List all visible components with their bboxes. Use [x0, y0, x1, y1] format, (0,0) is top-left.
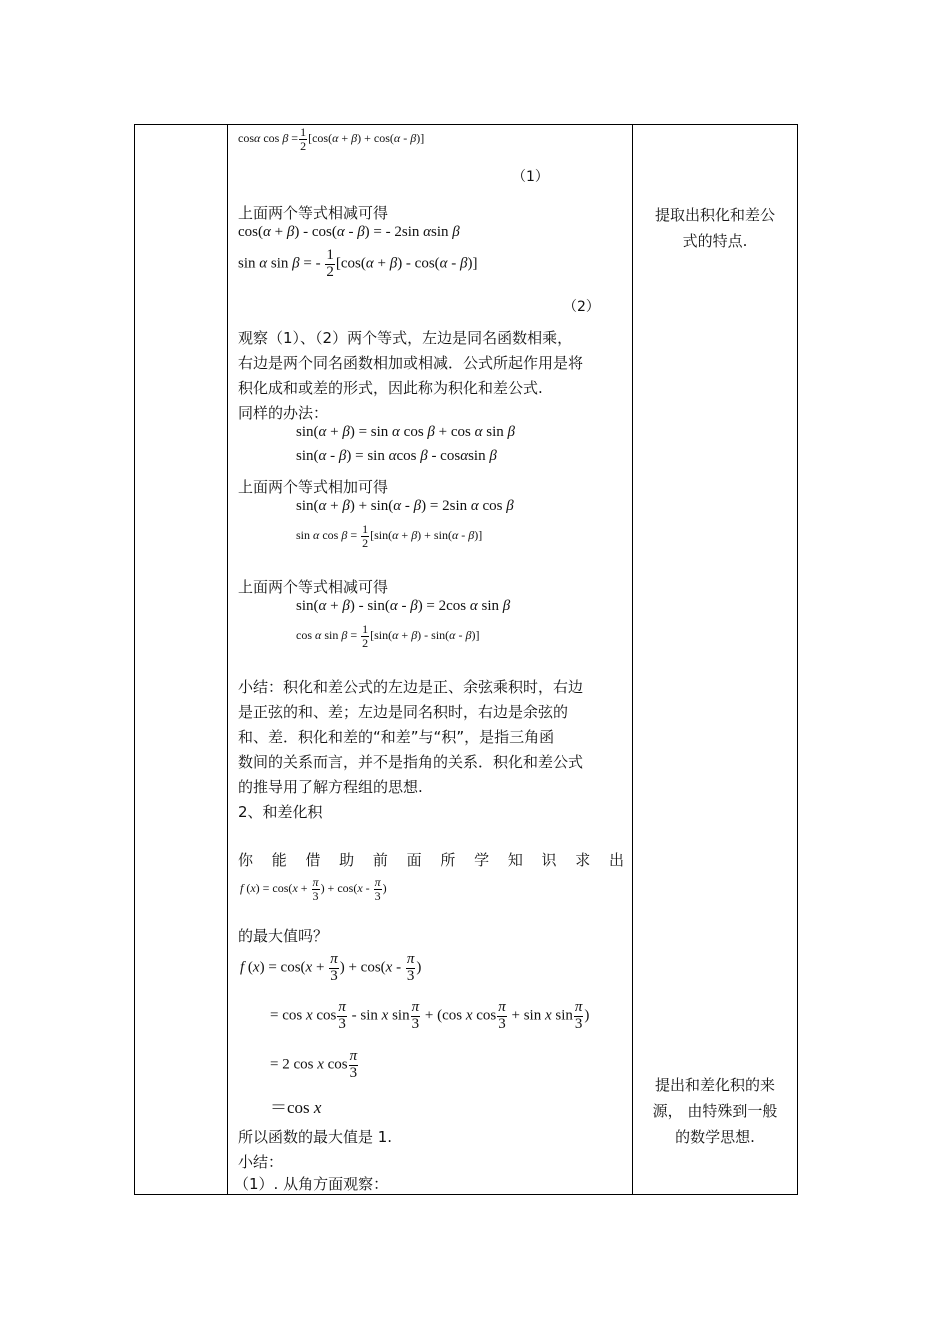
- lesson-table: [134, 124, 798, 1195]
- formula-sin-sin: sin α sin β = - $\frac{1}{2}$ [cos(α + β) - cos(α - β)]: [238, 247, 478, 280]
- formula-f-definition: f (x) = cos(x + $\frac{\pi}{3}$ ) + cos(x - $\frac{\pi}{3}$ ): [240, 875, 387, 903]
- summary2-heading: 小结：: [238, 1153, 284, 1171]
- derivation-step-3: = 2 cos x cos $\frac{\pi}{3}$: [270, 1048, 358, 1081]
- note2-line-2: 源， 由特殊到一般: [652, 1102, 778, 1120]
- formula-cos-diff: cos(α + β) - cos(α - β) = - 2sin αsin β: [238, 224, 460, 240]
- note1-line-2: 式的特点.: [682, 232, 748, 250]
- same-method-text: 同样的办法：: [238, 404, 329, 422]
- summary1-line-3: 和、差．积化和差的“和差”与“积”，是指三角函: [238, 728, 555, 746]
- observe-line-2: 右边是两个同名函数相加或相减．公式所起作用是将: [238, 354, 584, 372]
- formula-sin-add: sin(α + β) + sin(α - β) = 2sin α cos β: [296, 498, 514, 514]
- equation-number-1: （1）: [512, 169, 549, 185]
- formula-sin-difference: sin(α - β) = sin αcos β - cosαsin β: [296, 448, 497, 464]
- angle-observation: （1）. 从角方面观察：: [234, 1175, 389, 1193]
- formula-cos-cos: cosα cos β = $\frac{1}{2}$ [cos(α + β) + cos(α - β)]: [238, 125, 425, 153]
- formula-sin-sum: sin(α + β) = sin α cos β + cos α sin β: [296, 424, 515, 440]
- summary1-line-1: 小结：积化和差公式的左边是正、余弦乘积时，右边: [238, 678, 584, 696]
- max-question: 的最大值吗？: [238, 927, 329, 945]
- summary1-line-4: 数间的关系而言，并不是指角的关系．积化和差公式: [238, 753, 584, 771]
- formula-sin-sub: sin(α + β) - sin(α - β) = 2cos α sin β: [296, 598, 511, 614]
- observe-line-1: 观察（1）、（2）两个等式，左边是同名函数相乘，: [238, 329, 573, 347]
- summary1-line-2: 是正弦的和、差；左边是同名积时，右边是余弦的: [238, 703, 569, 721]
- derivation-step-4: ＝cos x: [270, 1098, 322, 1117]
- observe-line-3: 积化成和或差的形式，因此称为积化和差公式.: [238, 379, 543, 397]
- equation-number-2: （2）: [563, 299, 600, 315]
- subtract-text-2: 上面两个等式相减可得: [238, 578, 389, 596]
- note2-line-3: 的数学思想.: [675, 1128, 755, 1146]
- column-divider-1: [227, 125, 228, 1194]
- conclusion-text: 所以函数的最大值是 1.: [238, 1128, 393, 1146]
- question-line: 你 能 借 助 前 面 所 学 知 识 求 出: [238, 851, 624, 869]
- derivation-step-2: = cos x cos $\frac{\pi}{3}$ - sin x sin $\frac{\pi}{3}$ + (cos x cos $\frac{\pi}{3}$ + sin x sin $\frac{\pi}{3}$ ): [270, 999, 590, 1032]
- derivation-step-1: f (x) = cos(x + $\frac{\pi}{3}$ ) + cos(x - $\frac{\pi}{3}$ ): [240, 951, 422, 984]
- summary1-line-5: 的推导用了解方程组的思想.: [238, 778, 423, 796]
- note2-line-1: 提出和差化积的来: [654, 1076, 775, 1094]
- note-extract-features: [640, 202, 790, 254]
- note1-line-1: 提取出积化和差公: [654, 206, 775, 224]
- add-text: 上面两个等式相加可得: [238, 478, 389, 496]
- formula-cos-sin: cos α sin β = $\frac{1}{2}$ [sin(α + β) - sin(α - β)]: [296, 622, 480, 650]
- section-2-heading: 2、和差化积: [238, 803, 323, 821]
- column-divider-2: [632, 125, 633, 1194]
- formula-sin-cos: sin α cos β = $\frac{1}{2}$ [sin(α + β) + sin(α - β)]: [296, 522, 483, 550]
- note-sum-to-product-origin: [640, 1072, 790, 1150]
- subtract-text-1: 上面两个等式相减可得: [238, 204, 389, 222]
